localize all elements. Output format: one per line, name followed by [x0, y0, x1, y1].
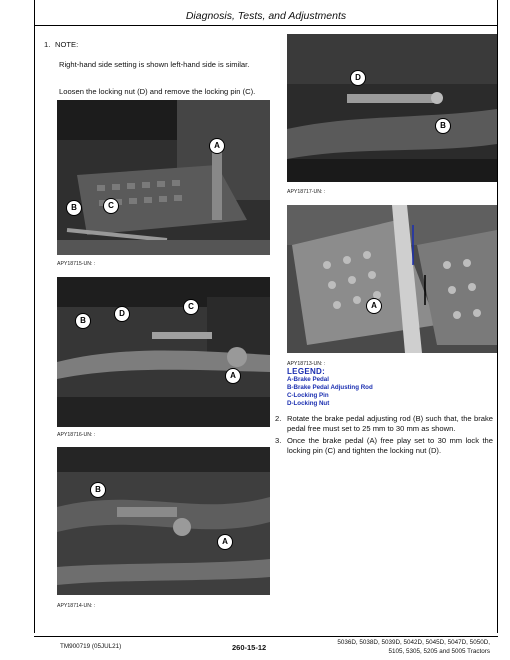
fig2-callout-d: D [114, 306, 130, 322]
step-2-number: 2. [275, 414, 282, 423]
step-2-text: Rotate the brake pedal adjusting rod (B) such that, the brake pedal free must set to 25 mm to 30 mm as shown. [287, 414, 493, 433]
legend [287, 367, 373, 408]
footer-rule [34, 636, 498, 637]
step-1-number: 1. [44, 40, 51, 49]
fig1-callout-c: C [103, 198, 119, 214]
legend-item-c: C-Locking Pin [287, 392, 329, 399]
fig4-callout-b: B [435, 118, 451, 134]
figure-5-caption: APY18713-UN: : [287, 361, 326, 367]
figure-4-caption: APY18717-UN: : [287, 189, 326, 195]
footer-page-number: 260-15-12 [232, 643, 267, 652]
fig1-callout-a: A [209, 138, 225, 154]
header-rule [34, 25, 498, 26]
figure-3-caption: APY18714-UN: : [57, 603, 96, 609]
footer-models-2: 5105, 5305, 5205 and 5005 Tractors [388, 648, 490, 655]
footer-models-1: 5036D, 5038D, 5039D, 5042D, 5045D, 5047D, 5050D, [337, 639, 490, 646]
fig2-callout-b: B [75, 313, 91, 329]
fig3-callout-a: A [217, 534, 233, 550]
footer-doc-id: TM900719 (05JUL21) [60, 643, 122, 650]
step-1-note: Right-hand side setting is shown left-hand side is similar. [59, 60, 250, 69]
figure-3-photo [57, 447, 270, 595]
fig5-callout-a: A [366, 298, 382, 314]
figure-2-photo [57, 277, 270, 427]
step-3-text: Once the brake pedal (A) free play set to 30 mm lock the locking pin (C) and tighten the locking nut (D). [287, 436, 493, 455]
figure-4-photo [287, 34, 497, 182]
step-1-note-title: NOTE: [55, 40, 79, 49]
section-header: Diagnosis, Tests, and Adjustments [185, 10, 347, 22]
figure-5-photo [287, 205, 497, 353]
step-1-instruction: Loosen the locking nut (D) and remove the locking pin (C). [59, 87, 256, 96]
figure-2-caption: APY18716-UN: : [57, 432, 96, 438]
figure-1-photo [57, 100, 270, 255]
legend-item-d: D-Locking Nut [287, 400, 330, 407]
fig4-callout-d: D [350, 70, 366, 86]
step-3-number: 3. [275, 436, 282, 445]
fig2-callout-c: C [183, 299, 199, 315]
legend-item-a: A-Brake Pedal [287, 376, 329, 383]
figure-1-caption: APY18715-UN: : [57, 261, 96, 267]
legend-title: LEGEND: [287, 367, 326, 376]
fig3-callout-b: B [90, 482, 106, 498]
fig1-callout-b: B [66, 200, 82, 216]
fig2-callout-a: A [225, 368, 241, 384]
legend-item-b: B-Brake Pedal Adjusting Rod [287, 384, 373, 391]
